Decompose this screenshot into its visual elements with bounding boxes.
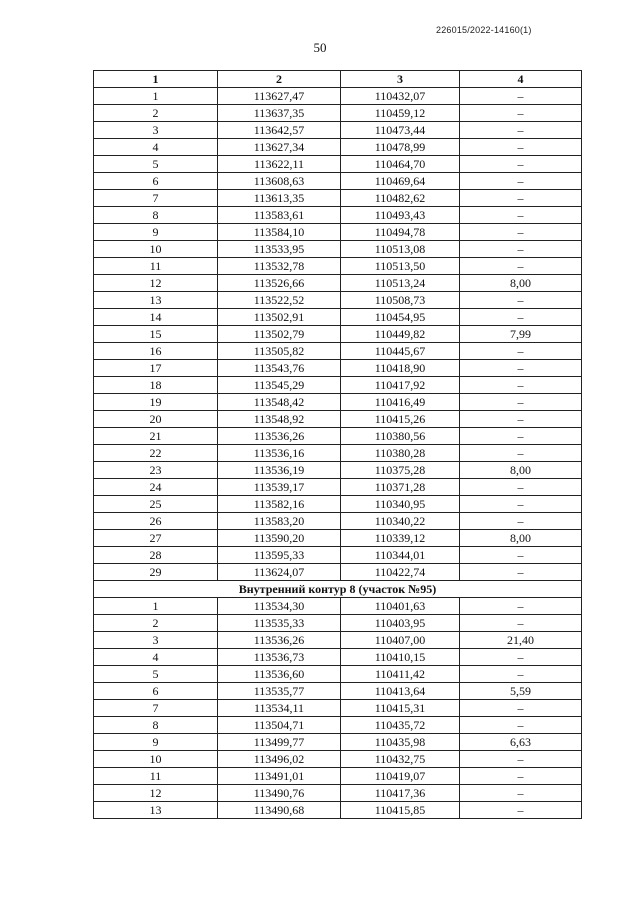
distance-value: – (460, 649, 582, 666)
table-row (94, 88, 582, 105)
point-number: 28 (94, 547, 218, 564)
table-row (94, 649, 582, 666)
table-row (94, 717, 582, 734)
distance-value: 6,63 (460, 734, 582, 751)
point-number: 1 (94, 598, 218, 615)
x-coordinate: 113624,07 (218, 564, 341, 581)
y-coordinate: 110403,95 (341, 615, 460, 632)
point-number: 7 (94, 190, 218, 207)
x-coordinate: 113584,10 (218, 224, 341, 241)
distance-value: – (460, 411, 582, 428)
y-coordinate: 110371,28 (341, 479, 460, 496)
x-coordinate: 113548,42 (218, 394, 341, 411)
point-number: 4 (94, 649, 218, 666)
point-number: 13 (94, 292, 218, 309)
distance-value: – (460, 615, 582, 632)
distance-value: – (460, 445, 582, 462)
table-row (94, 105, 582, 122)
point-number: 15 (94, 326, 218, 343)
x-coordinate: 113502,79 (218, 326, 341, 343)
table-row (94, 683, 582, 700)
x-coordinate: 113545,29 (218, 377, 341, 394)
x-coordinate: 113536,26 (218, 428, 341, 445)
y-coordinate: 110401,63 (341, 598, 460, 615)
x-coordinate: 113526,66 (218, 275, 341, 292)
x-coordinate: 113583,20 (218, 513, 341, 530)
x-coordinate: 113627,34 (218, 139, 341, 156)
y-coordinate: 110508,73 (341, 292, 460, 309)
column-header-2: 2 (218, 71, 341, 88)
y-coordinate: 110344,01 (341, 547, 460, 564)
y-coordinate: 110454,95 (341, 309, 460, 326)
distance-value: 8,00 (460, 275, 582, 292)
table-row (94, 275, 582, 292)
x-coordinate: 113504,71 (218, 717, 341, 734)
column-header-3: 3 (341, 71, 460, 88)
y-coordinate: 110449,82 (341, 326, 460, 343)
table-row (94, 632, 582, 649)
y-coordinate: 110380,28 (341, 445, 460, 462)
x-coordinate: 113608,63 (218, 173, 341, 190)
table-row (94, 122, 582, 139)
table-row (94, 615, 582, 632)
column-header-4: 4 (460, 71, 582, 88)
y-coordinate: 110416,49 (341, 394, 460, 411)
y-coordinate: 110513,50 (341, 258, 460, 275)
distance-value: – (460, 768, 582, 785)
y-coordinate: 110469,64 (341, 173, 460, 190)
distance-value: – (460, 802, 582, 819)
y-coordinate: 110340,22 (341, 513, 460, 530)
y-coordinate: 110513,24 (341, 275, 460, 292)
point-number: 11 (94, 768, 218, 785)
x-coordinate: 113582,16 (218, 496, 341, 513)
y-coordinate: 110375,28 (341, 462, 460, 479)
table-row (94, 343, 582, 360)
point-number: 4 (94, 139, 218, 156)
y-coordinate: 110432,75 (341, 751, 460, 768)
point-number: 26 (94, 513, 218, 530)
x-coordinate: 113505,82 (218, 343, 341, 360)
point-number: 27 (94, 530, 218, 547)
point-number: 12 (94, 275, 218, 292)
x-coordinate: 113543,76 (218, 360, 341, 377)
table-row (94, 768, 582, 785)
point-number: 1 (94, 88, 218, 105)
x-coordinate: 113535,77 (218, 683, 341, 700)
distance-value: – (460, 785, 582, 802)
x-coordinate: 113490,76 (218, 785, 341, 802)
distance-value: – (460, 224, 582, 241)
point-number: 14 (94, 309, 218, 326)
y-coordinate: 110478,99 (341, 139, 460, 156)
distance-value: 7,99 (460, 326, 582, 343)
y-coordinate: 110435,72 (341, 717, 460, 734)
point-number: 17 (94, 360, 218, 377)
coordinates-table (93, 70, 582, 819)
y-coordinate: 110415,26 (341, 411, 460, 428)
distance-value: – (460, 105, 582, 122)
distance-value: – (460, 343, 582, 360)
y-coordinate: 110473,44 (341, 122, 460, 139)
y-coordinate: 110410,15 (341, 649, 460, 666)
point-number: 23 (94, 462, 218, 479)
point-number: 24 (94, 479, 218, 496)
point-number: 6 (94, 683, 218, 700)
table-row (94, 173, 582, 190)
y-coordinate: 110493,43 (341, 207, 460, 224)
distance-value: – (460, 666, 582, 683)
table-row (94, 751, 582, 768)
table-row (94, 139, 582, 156)
table-row (94, 496, 582, 513)
y-coordinate: 110445,67 (341, 343, 460, 360)
table-row (94, 292, 582, 309)
y-coordinate: 110407,00 (341, 632, 460, 649)
table-row (94, 479, 582, 496)
table-row (94, 258, 582, 275)
point-number: 11 (94, 258, 218, 275)
y-coordinate: 110422,74 (341, 564, 460, 581)
x-coordinate: 113535,33 (218, 615, 341, 632)
table-row (94, 360, 582, 377)
point-number: 5 (94, 156, 218, 173)
table-row (94, 207, 582, 224)
distance-value: – (460, 207, 582, 224)
distance-value: – (460, 717, 582, 734)
x-coordinate: 113533,95 (218, 241, 341, 258)
x-coordinate: 113491,01 (218, 768, 341, 785)
distance-value: – (460, 88, 582, 105)
point-number: 10 (94, 751, 218, 768)
point-number: 21 (94, 428, 218, 445)
x-coordinate: 113637,35 (218, 105, 341, 122)
distance-value: – (460, 309, 582, 326)
x-coordinate: 113539,17 (218, 479, 341, 496)
x-coordinate: 113590,20 (218, 530, 341, 547)
distance-value: – (460, 547, 582, 564)
distance-value: 21,40 (460, 632, 582, 649)
point-number: 29 (94, 564, 218, 581)
y-coordinate: 110459,12 (341, 105, 460, 122)
distance-value: – (460, 122, 582, 139)
distance-value: 8,00 (460, 462, 582, 479)
table-row (94, 326, 582, 343)
x-coordinate: 113548,92 (218, 411, 341, 428)
distance-value: – (460, 513, 582, 530)
table-row (94, 547, 582, 564)
x-coordinate: 113642,57 (218, 122, 341, 139)
table-row (94, 156, 582, 173)
x-coordinate: 113536,19 (218, 462, 341, 479)
point-number: 2 (94, 615, 218, 632)
y-coordinate: 110482,62 (341, 190, 460, 207)
point-number: 8 (94, 717, 218, 734)
distance-value: – (460, 564, 582, 581)
table-row (94, 530, 582, 547)
point-number: 10 (94, 241, 218, 258)
distance-value: – (460, 479, 582, 496)
point-number: 19 (94, 394, 218, 411)
y-coordinate: 110418,90 (341, 360, 460, 377)
x-coordinate: 113534,11 (218, 700, 341, 717)
x-coordinate: 113536,73 (218, 649, 341, 666)
x-coordinate: 113595,33 (218, 547, 341, 564)
point-number: 12 (94, 785, 218, 802)
point-number: 25 (94, 496, 218, 513)
x-coordinate: 113532,78 (218, 258, 341, 275)
table-row (94, 462, 582, 479)
table-row (94, 700, 582, 717)
table-row (94, 785, 582, 802)
x-coordinate: 113496,02 (218, 751, 341, 768)
y-coordinate: 110464,70 (341, 156, 460, 173)
distance-value: – (460, 139, 582, 156)
point-number: 8 (94, 207, 218, 224)
y-coordinate: 110513,08 (341, 241, 460, 258)
point-number: 3 (94, 122, 218, 139)
y-coordinate: 110380,56 (341, 428, 460, 445)
table-row (94, 666, 582, 683)
y-coordinate: 110339,12 (341, 530, 460, 547)
table-row (94, 377, 582, 394)
table-row (94, 224, 582, 241)
y-coordinate: 110419,07 (341, 768, 460, 785)
table-row (94, 598, 582, 615)
distance-value: – (460, 394, 582, 411)
point-number: 9 (94, 224, 218, 241)
point-number: 7 (94, 700, 218, 717)
y-coordinate: 110435,98 (341, 734, 460, 751)
x-coordinate: 113490,68 (218, 802, 341, 819)
table-row (94, 241, 582, 258)
distance-value: – (460, 241, 582, 258)
distance-value: – (460, 598, 582, 615)
table-row (94, 734, 582, 751)
y-coordinate: 110340,95 (341, 496, 460, 513)
distance-value: – (460, 428, 582, 445)
table-row (94, 411, 582, 428)
y-coordinate: 110417,36 (341, 785, 460, 802)
y-coordinate: 110413,64 (341, 683, 460, 700)
x-coordinate: 113499,77 (218, 734, 341, 751)
y-coordinate: 110411,42 (341, 666, 460, 683)
table-header-row (94, 71, 582, 88)
distance-value: – (460, 377, 582, 394)
page-number: 50 (313, 40, 327, 55)
x-coordinate: 113622,11 (218, 156, 341, 173)
y-coordinate: 110432,07 (341, 88, 460, 105)
table-row (94, 428, 582, 445)
point-number: 2 (94, 105, 218, 122)
distance-value: – (460, 360, 582, 377)
x-coordinate: 113522,52 (218, 292, 341, 309)
distance-value: – (460, 173, 582, 190)
x-coordinate: 113502,91 (218, 309, 341, 326)
distance-value: – (460, 751, 582, 768)
point-number: 6 (94, 173, 218, 190)
section-title: Внутренний контур 8 (участок №95) (94, 581, 582, 598)
distance-value: – (460, 700, 582, 717)
point-number: 22 (94, 445, 218, 462)
x-coordinate: 113583,61 (218, 207, 341, 224)
distance-value: – (460, 156, 582, 173)
x-coordinate: 113536,26 (218, 632, 341, 649)
distance-value: 5,59 (460, 683, 582, 700)
y-coordinate: 110417,92 (341, 377, 460, 394)
x-coordinate: 113613,35 (218, 190, 341, 207)
point-number: 18 (94, 377, 218, 394)
table-body (94, 88, 582, 819)
table-row (94, 190, 582, 207)
table-row (94, 394, 582, 411)
distance-value: – (460, 496, 582, 513)
distance-value: – (460, 292, 582, 309)
point-number: 16 (94, 343, 218, 360)
distance-value: – (460, 190, 582, 207)
table-row (94, 309, 582, 326)
table-row (94, 513, 582, 530)
x-coordinate: 113534,30 (218, 598, 341, 615)
section-row (94, 581, 582, 598)
y-coordinate: 110494,78 (341, 224, 460, 241)
table-row (94, 802, 582, 819)
distance-value: – (460, 258, 582, 275)
point-number: 5 (94, 666, 218, 683)
table-row (94, 445, 582, 462)
x-coordinate: 113627,47 (218, 88, 341, 105)
point-number: 20 (94, 411, 218, 428)
x-coordinate: 113536,16 (218, 445, 341, 462)
x-coordinate: 113536,60 (218, 666, 341, 683)
y-coordinate: 110415,85 (341, 802, 460, 819)
point-number: 3 (94, 632, 218, 649)
document-code: 226015/2022-14160(1) (436, 25, 532, 35)
point-number: 9 (94, 734, 218, 751)
table-row (94, 564, 582, 581)
y-coordinate: 110415,31 (341, 700, 460, 717)
distance-value: 8,00 (460, 530, 582, 547)
column-header-1: 1 (94, 71, 218, 88)
point-number: 13 (94, 802, 218, 819)
